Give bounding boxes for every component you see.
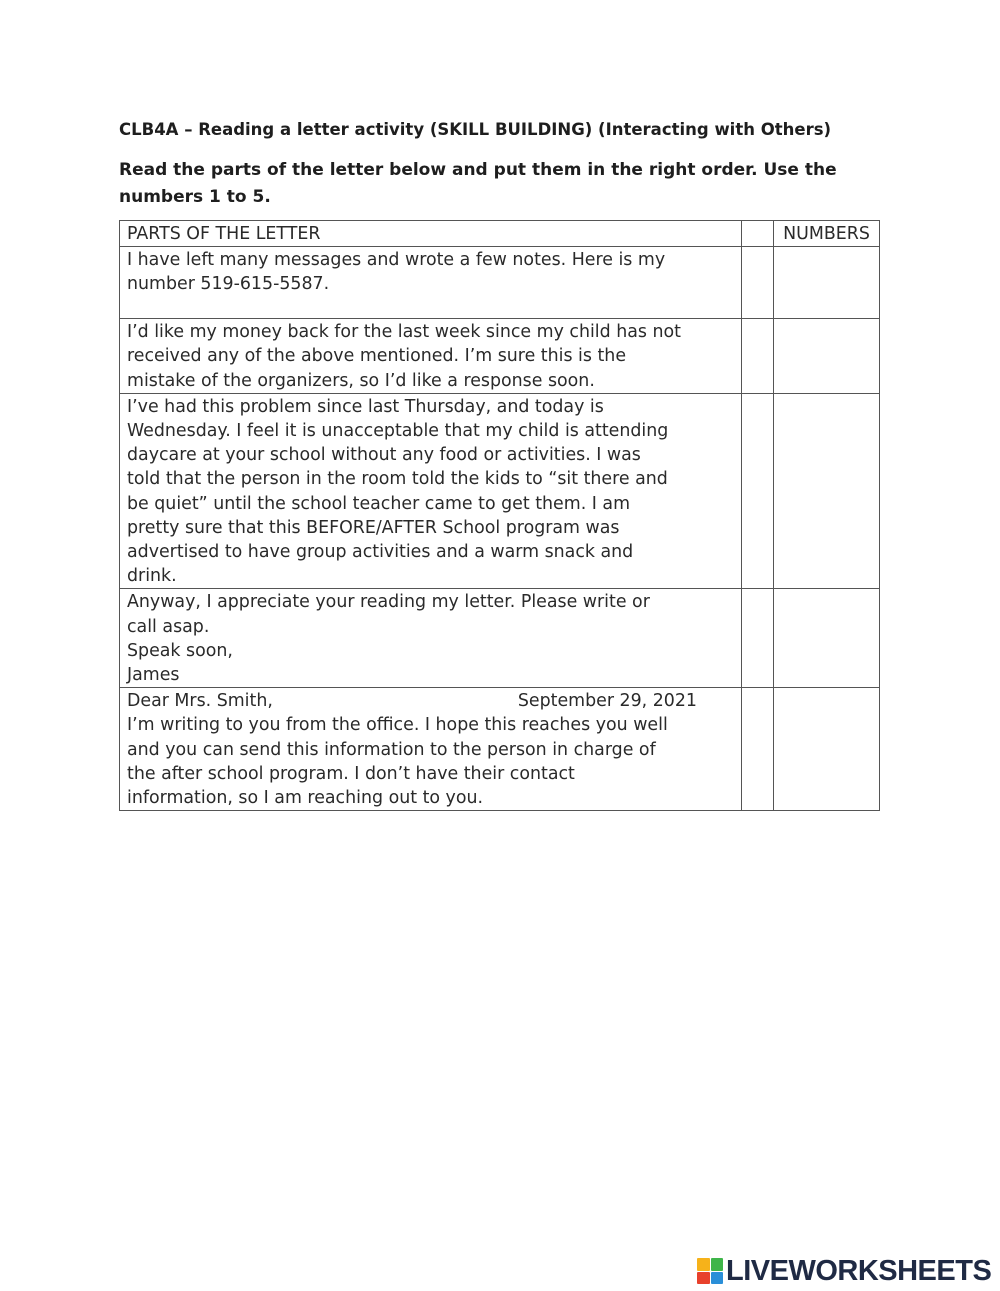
letter-part-text <box>120 589 742 688</box>
letter-line: Wednesday. I feel it is unacceptable that my child is attending <box>127 421 669 442</box>
letter-line: I have left many messages and wrote a few notes. Here is my <box>127 250 666 271</box>
spacer-cell <box>742 319 774 394</box>
letter-line: mistake of the organizers, so I’d like a response soon. <box>127 370 595 391</box>
logo-square <box>711 1272 724 1285</box>
letter-line: daycare at your school without any food or activities. I was <box>127 445 641 466</box>
letter-line: I’d like my money back for the last week since my child has not <box>127 322 681 343</box>
number-answer-cell[interactable] <box>774 688 880 811</box>
letter-line: received any of the above mentioned. I’m sure this is the <box>127 346 627 367</box>
letter-line: pretty sure that this BEFORE/AFTER School program was <box>127 517 620 538</box>
letter-line: told that the person in the room told the kids to “sit there and <box>127 469 668 490</box>
letter-line: Anyway, I appreciate your reading my letter. Please write or <box>127 592 650 613</box>
logo-mark-icon <box>697 1258 723 1284</box>
worksheet-instructions: Read the parts of the letter below and put them in the right order. Use the numbers 1 to 5. <box>119 160 837 207</box>
number-answer-cell[interactable] <box>774 319 880 394</box>
header-spacer-cell <box>742 221 774 247</box>
table-row <box>120 688 880 811</box>
letter-line: be quiet” until the school teacher came to get them. I am <box>127 493 631 514</box>
logo-square <box>711 1258 724 1271</box>
letter-line: I’ve had this problem since last Thursday, and today is <box>127 396 604 417</box>
letter-line: the after school program. I don’t have their contact <box>127 763 575 784</box>
letter-line: information, so I am reaching out to you. <box>127 788 484 809</box>
letter-date: September 29, 2021 <box>517 691 697 712</box>
liveworksheets-logo <box>697 1256 991 1286</box>
spacer-cell <box>742 589 774 688</box>
logo-square <box>697 1258 710 1271</box>
letter-part-text <box>120 688 742 811</box>
spacer-cell <box>742 688 774 811</box>
worksheet-heading: CLB4A – Reading a letter activity (SKILL BUILDING) (Interacting with Others) <box>119 120 832 139</box>
table-row <box>120 247 880 319</box>
letter-part-text <box>120 247 742 319</box>
header-numbers: NUMBERS <box>774 221 880 247</box>
number-answer-cell[interactable] <box>774 247 880 319</box>
letter-line: drink. <box>127 566 177 587</box>
logo-square <box>697 1272 710 1285</box>
table-header-row <box>120 221 880 247</box>
letter-line: call asap. <box>127 616 210 637</box>
letter-parts-table <box>119 220 880 811</box>
salutation: Dear Mrs. Smith, <box>127 691 273 712</box>
table-row <box>120 589 880 688</box>
letter-part-text <box>120 393 742 589</box>
letter-line: and you can send this information to the person in charge of <box>127 739 656 760</box>
number-answer-cell[interactable] <box>774 393 880 589</box>
salutation-date-line <box>127 689 697 713</box>
spacer-cell <box>742 247 774 319</box>
letter-line: advertised to have group activities and a warm snack and <box>127 542 634 563</box>
spacer-cell <box>742 393 774 589</box>
letter-part-text <box>120 319 742 394</box>
letter-line: number 519-615-5587. <box>127 274 330 295</box>
header-parts-of-letter: PARTS OF THE LETTER <box>120 221 742 247</box>
logo-text: LIVEWORKSHEETS <box>726 1255 992 1287</box>
letter-line: I’m writing to you from the office. I hope this reaches you well <box>127 715 668 736</box>
table-row <box>120 393 880 589</box>
letter-line: Speak soon, <box>127 640 233 661</box>
letter-line: James <box>127 665 180 686</box>
number-answer-cell[interactable] <box>774 589 880 688</box>
table-row <box>120 319 880 394</box>
